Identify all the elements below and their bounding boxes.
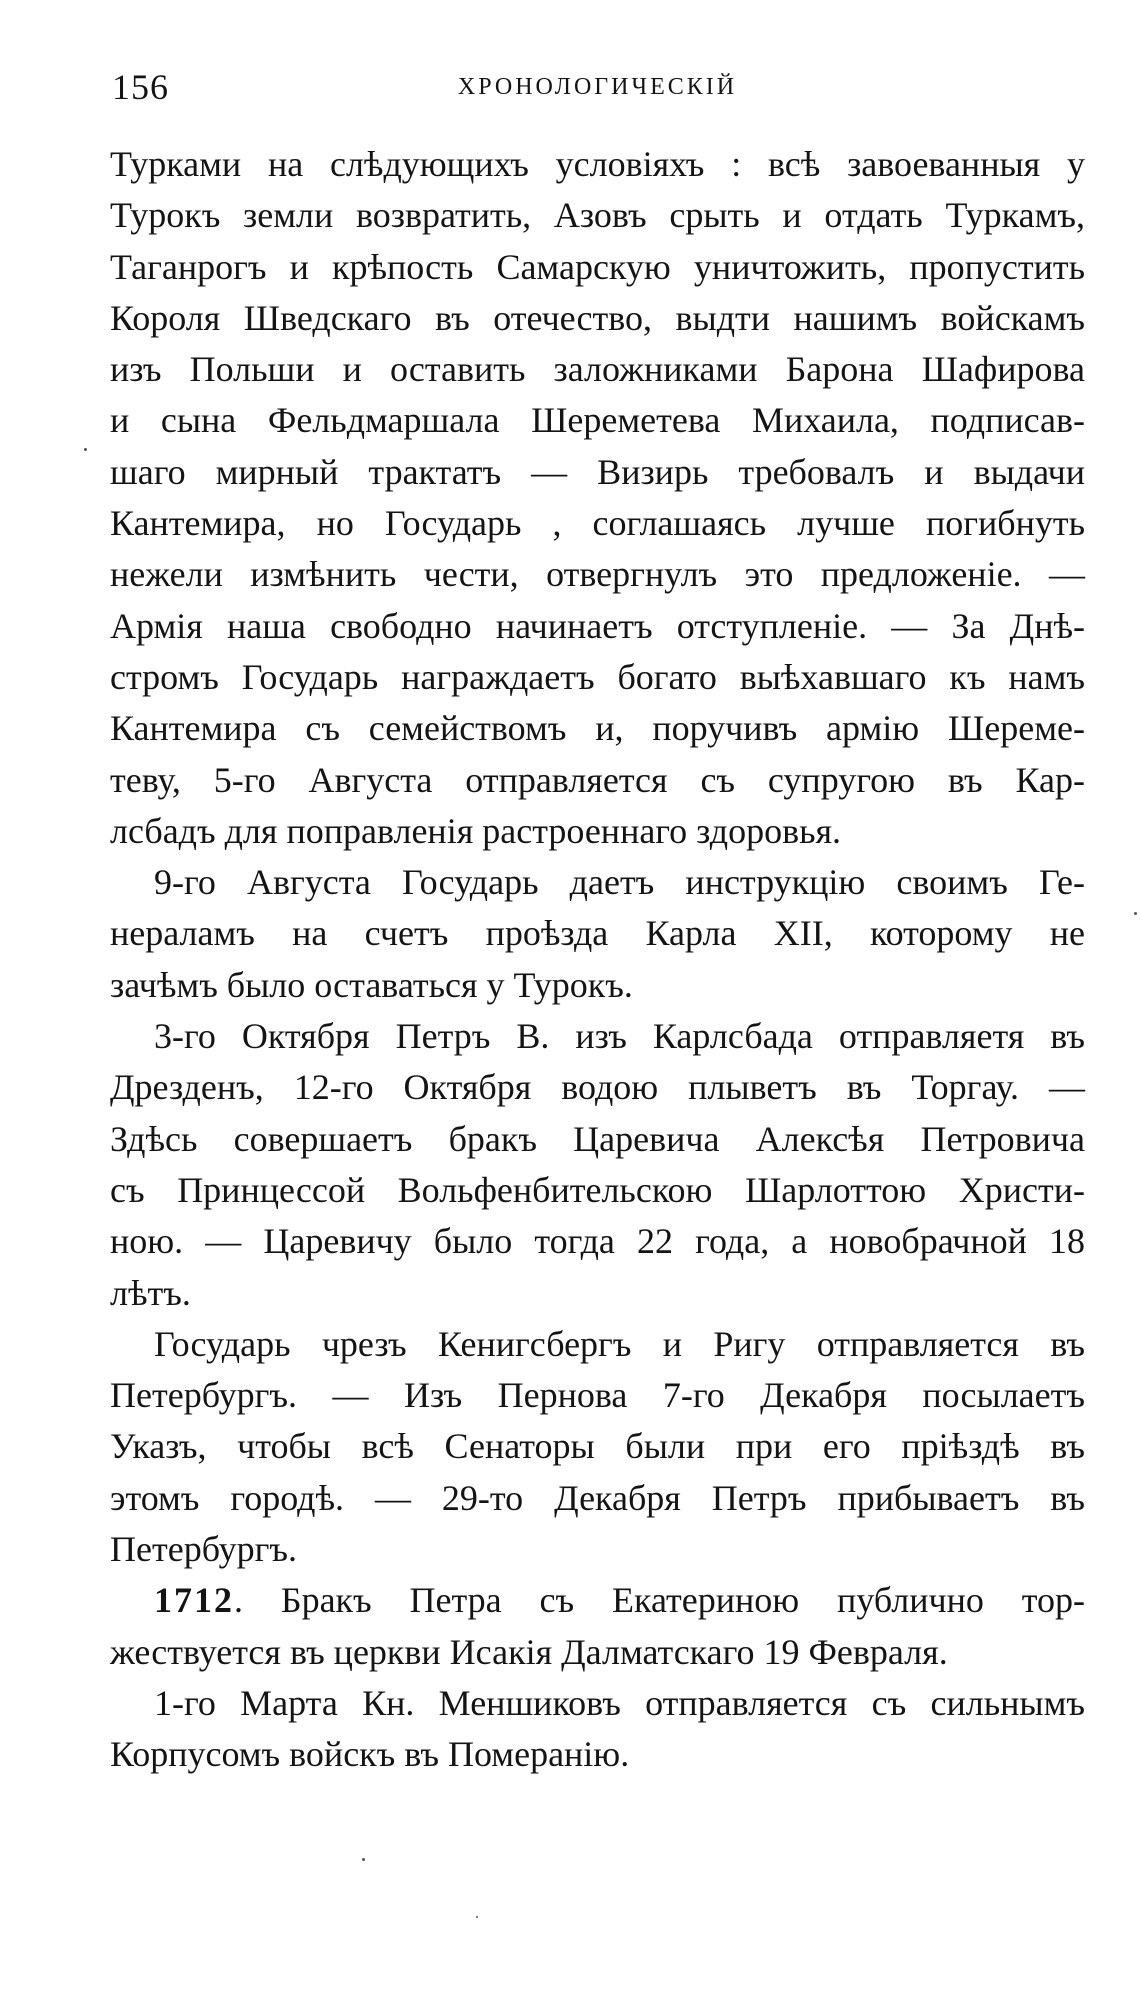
text-line: этомъ городѣ. — 29-то Декабря Петръ прибываетъ въ xyxy=(110,1477,1085,1518)
print-speck xyxy=(1134,912,1137,915)
paragraph xyxy=(110,1575,1085,1678)
text-line: Дрезденъ, 12-го Октября водою плыветъ въ Торгау. — xyxy=(110,1067,1085,1108)
running-head: ХРОНОЛОГИЧЕСКІЙ xyxy=(457,74,738,100)
print-speck xyxy=(362,1858,365,1861)
text-line: ною. — Царевичу было тогда 22 года, а новобрачной 18 xyxy=(110,1221,1085,1262)
text-line: съ Принцессой Вольфенбительскою Шарлоттою Христи- xyxy=(110,1169,1085,1210)
print-speck xyxy=(476,1916,478,1918)
paragraph xyxy=(110,139,1085,857)
paragraph xyxy=(110,1319,1085,1575)
text-line: Турками на слѣдующихъ условіяхъ : всѣ завоеванныя у xyxy=(110,144,1085,184)
text-line: Таганрогъ и крѣпость Самарскую уничтожить, пропустить xyxy=(110,246,1085,287)
page-number: 156 xyxy=(112,67,169,107)
page-header xyxy=(110,66,1085,110)
text-line: Петербургъ. — Изъ Пернова 7-го Декабря посылаетъ xyxy=(110,1375,1085,1416)
text-line: Здѣсь совершаетъ бракъ Царевича Алексѣя Петровича xyxy=(110,1118,1085,1159)
text-line: 3-го Октября Петръ В. изъ Карлсбада отправляетя въ xyxy=(154,1016,1085,1057)
text-line: лсбадъ для поправленія растроеннаго здоровья. xyxy=(110,810,842,851)
paragraph xyxy=(110,1011,1085,1319)
text-line: Турокъ земли возвратить, Азовъ срыть и отдать Туркамъ, xyxy=(110,195,1085,236)
paragraph xyxy=(110,1678,1085,1781)
text-line: Армія наша свободно начинаетъ отступленіе. — За Днѣ- xyxy=(110,605,1085,646)
year-heading: 1712 xyxy=(154,1580,234,1621)
text-line xyxy=(110,1575,1085,1626)
text-line: жествуется въ церкви Исакія Далматскаго 19 Февраля. xyxy=(110,1631,948,1672)
text-line: и сына Фельдмаршала Шереметева Михаила, подписав- xyxy=(110,400,1085,441)
text-line: Кантемира съ семействомъ и, поручивъ армію Шереме- xyxy=(110,708,1085,749)
text-line: нежели измѣнить чести, отвергнулъ это предложеніе. — xyxy=(110,554,1085,595)
text-line: Кантемира, но Государь , соглашаясь лучше погибнуть xyxy=(110,503,1085,544)
text-line: нераламъ на счетъ проѣзда Карла XII, которому не xyxy=(110,913,1085,954)
text-line: зачѣмъ было оставаться у Турокъ. xyxy=(110,964,633,1005)
text-line: Петербургъ. xyxy=(110,1529,298,1570)
print-speck xyxy=(84,448,87,451)
text-line: 9-го Августа Государь даетъ инструкцію своимъ Ге- xyxy=(154,862,1085,903)
text-line: изъ Польши и оставить заложниками Барона Шафирова xyxy=(110,349,1085,390)
text-line: лѣтъ. xyxy=(110,1272,191,1313)
text-line: Короля Шведскаго въ отечество, выдти нашимъ войскамъ xyxy=(110,297,1085,338)
text-line: 1-го Марта Кн. Меншиковъ отправляется съ сильнымъ xyxy=(154,1682,1085,1723)
text-line: стромъ Государь награждаетъ богато выѣхавшаго къ намъ xyxy=(110,656,1085,697)
body-text xyxy=(110,139,1085,1781)
text-line: Указъ, чтобы всѣ Сенаторы были при его пріѣздѣ въ xyxy=(110,1426,1085,1467)
text-line: Государь чрезъ Кенигсбергъ и Ригу отправляется въ xyxy=(154,1323,1085,1364)
text-line: шаго мирный трактатъ — Визирь требовалъ и выдачи xyxy=(110,451,1085,492)
paragraph xyxy=(110,857,1085,1011)
text-line-rest: . Бракъ Петра съ Екатериною публично тор- xyxy=(234,1580,1085,1621)
text-line: Корпусомъ войскъ въ Померанію. xyxy=(110,1734,630,1775)
text-line: теву, 5-го Августа отправляется съ супругою въ Кар- xyxy=(110,759,1085,800)
